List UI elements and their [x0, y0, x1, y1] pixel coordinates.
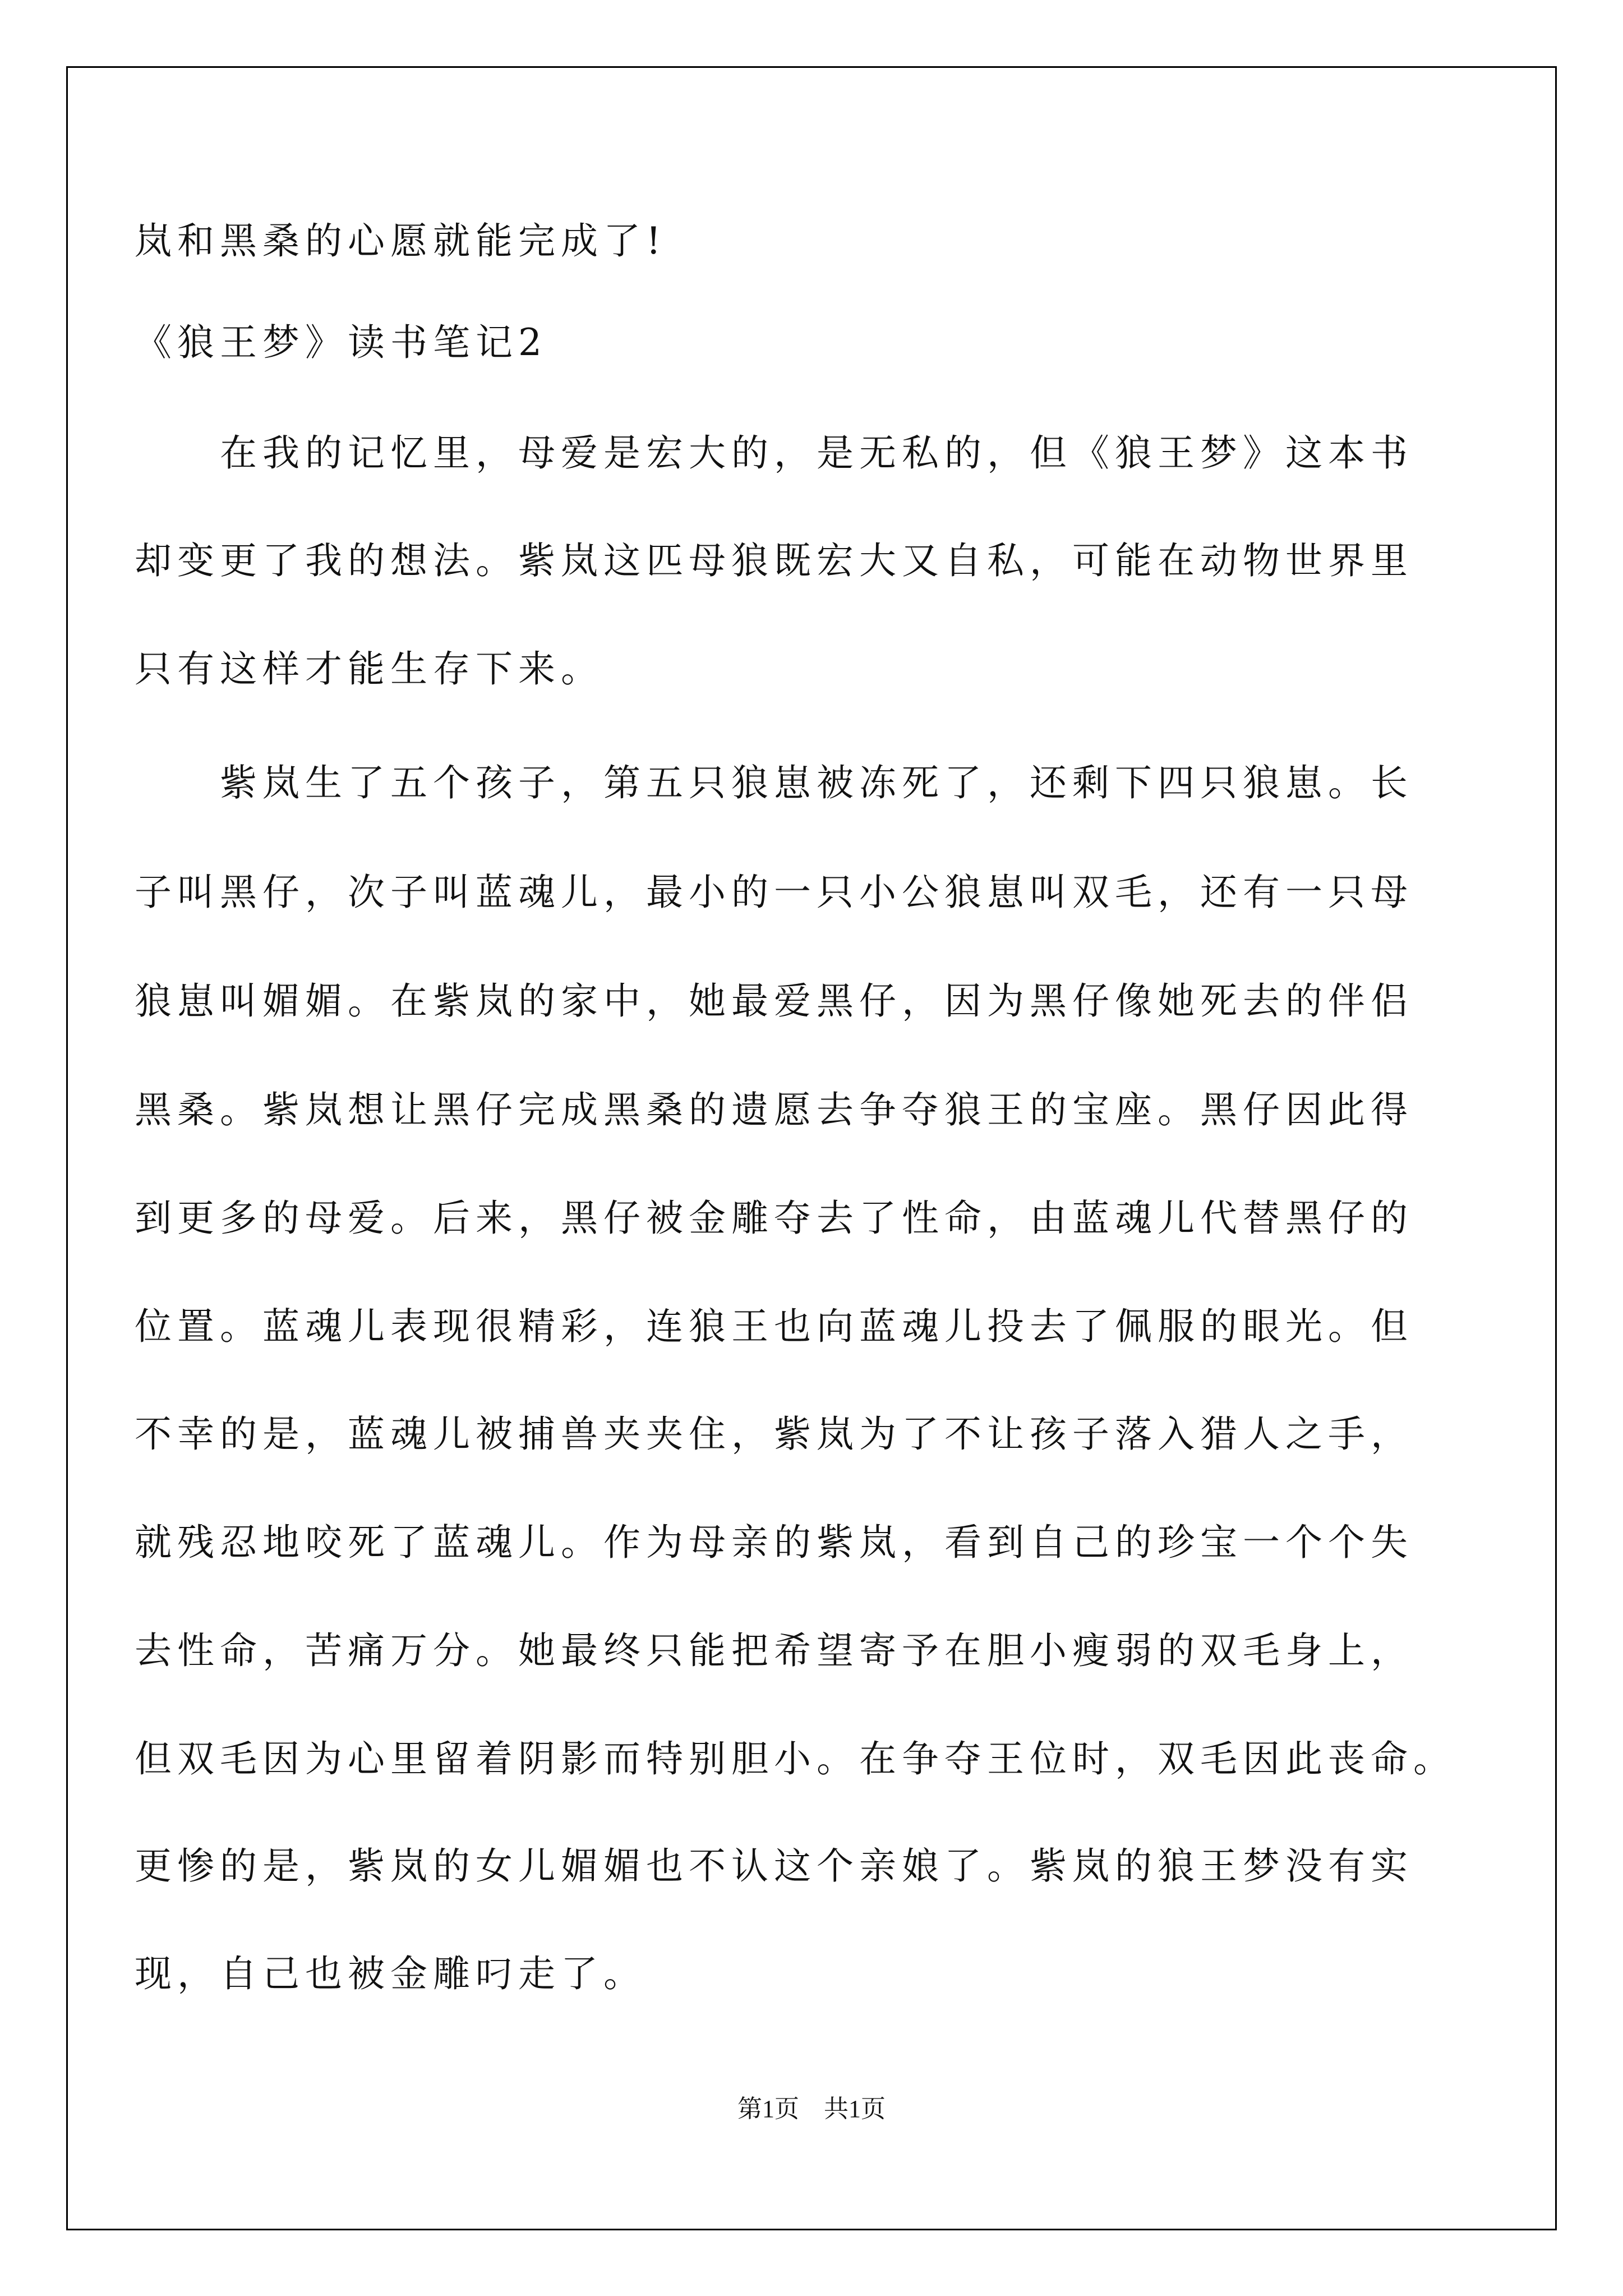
text-line: 就残忍地咬死了蓝魂儿。作为母亲的紫岚，看到自己的珍宝一个个失	[135, 1521, 1413, 1564]
text-line: 子叫黑仔，次子叫蓝魂儿，最小的一只小公狼崽叫双毛，还有一只母	[135, 871, 1413, 914]
text-line: 在我的记忆里，母爱是宏大的，是无私的，但《狼王梦》这本书	[135, 431, 1413, 475]
text-line: 不幸的是，蓝魂儿被捕兽夹夹住，紫岚为了不让孩子落入猎人之手，	[135, 1412, 1413, 1456]
text-line: 只有这样才能生存下来。	[135, 647, 603, 691]
text-line: 却变更了我的想法。紫岚这匹母狼既宏大又自私，可能在动物世界里	[135, 539, 1413, 582]
text-line: 狼崽叫媚媚。在紫岚的家中，她最爱黑仔，因为黑仔像她死去的伴侣	[135, 979, 1413, 1023]
section-heading: 《狼王梦》读书笔记2	[135, 321, 547, 364]
page-border	[66, 66, 1557, 2230]
page-footer: 第1页 共1页	[737, 2095, 886, 2123]
text-line: 位置。蓝魂儿表现很精彩，连狼王也向蓝魂儿投去了佩服的眼光。但	[135, 1305, 1413, 1348]
text-line: 更惨的是，紫岚的女儿媚媚也不认这个亲娘了。紫岚的狼王梦没有实	[135, 1844, 1413, 1888]
text-line: 但双毛因为心里留着阴影而特别胆小。在争夺王位时，双毛因此丧命。	[135, 1737, 1456, 1780]
text-line: 到更多的母爱。后来，黑仔被金雕夺去了性命，由蓝魂儿代替黑仔的	[135, 1197, 1413, 1240]
text-line: 岚和黑桑的心愿就能完成了!	[135, 219, 667, 263]
text-line: 去性命，苦痛万分。她最终只能把希望寄予在胆小瘦弱的双毛身上，	[135, 1629, 1413, 1672]
text-line: 黑桑。紫岚想让黑仔完成黑桑的遗愿去争夺狼王的宝座。黑仔因此得	[135, 1088, 1413, 1131]
text-line: 紫岚生了五个孩子，第五只狼崽被冻死了，还剩下四只狼崽。长	[135, 761, 1413, 804]
text-line: 现，自己也被金雕叼走了。	[135, 1952, 646, 1995]
